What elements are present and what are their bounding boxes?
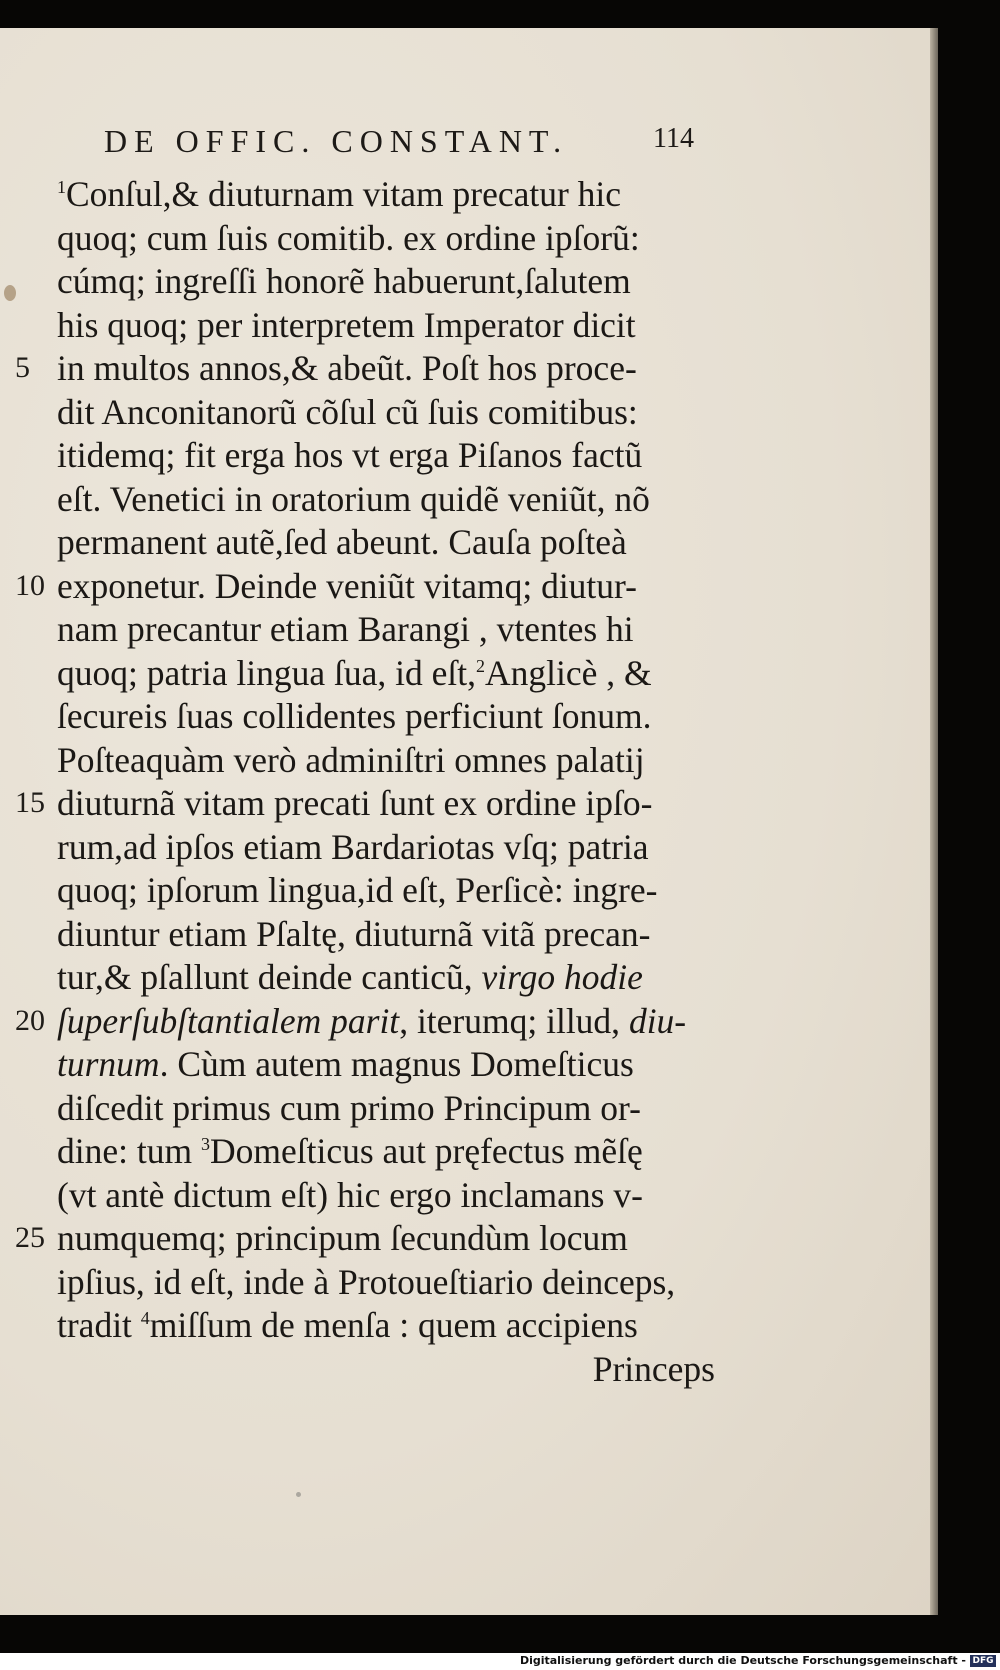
line-text: tradit (57, 1305, 141, 1345)
stain-mark (4, 285, 16, 301)
line-text: quoq; cum ſuis comitib. ex ordine ipſorũ: (57, 217, 640, 258)
text-line (55, 1260, 735, 1304)
line-text: Domeſticus aut pręfectus mẽſę (209, 1131, 643, 1171)
footnote-marker: 4 (140, 1308, 150, 1329)
line-number: 10 (15, 568, 45, 602)
line-text: quoq; ipſorum lingua,id eſt, Perſicè: ingre- (57, 870, 658, 910)
text-line (55, 1303, 735, 1347)
line-text: tur,& pſallunt deinde canticũ, (57, 957, 482, 997)
line-text: nam precantur etiam Barangi , vtentes hi (57, 609, 634, 649)
text-line (55, 1173, 735, 1217)
page-number: 114 (653, 123, 694, 154)
text-line (55, 912, 735, 956)
italic-text: turnum (57, 1044, 160, 1084)
footer-bar (0, 1653, 1000, 1670)
line-number: 15 (15, 786, 45, 819)
line-text: diuntur etiam Pſaltę, diuturnã vitã precan- (57, 913, 651, 954)
line-text: ipſius, id eſt, inde à Protoueſtiario deinceps, (57, 1261, 676, 1302)
text-line (55, 694, 735, 738)
italic-text: ſuperſubſtantialem parit (57, 1000, 400, 1041)
stain-mark (296, 1492, 301, 1497)
text-line (15, 781, 735, 825)
line-text: Poſteaquàm verò adminiſtri omnes palatij (57, 739, 645, 780)
line-text: eſt. Venetici in oratorium quidẽ veniũt, nõ (57, 478, 650, 519)
footnote-marker: 3 (200, 1134, 210, 1155)
line-text: permanent autẽ,ſed abeunt. Cauſa poſteà (57, 522, 627, 562)
text-line (55, 390, 735, 434)
text-line (55, 607, 735, 651)
footer-credit: Digitalisierung gefördert durch die Deutsche Forschungsgemeinschaft - (519, 1654, 966, 1667)
catchword-line (55, 1347, 715, 1391)
dfg-logo: DFG (970, 1655, 996, 1667)
text-line (55, 1129, 735, 1173)
text-line (55, 259, 735, 303)
running-head-title: DE OFFIC. CONSTANT. (104, 123, 569, 159)
text-line (55, 433, 735, 477)
text-line (55, 1086, 735, 1130)
text-line (15, 999, 735, 1043)
line-text: . Cùm autem magnus Domeſticus (159, 1044, 634, 1084)
text-line (15, 1216, 735, 1260)
line-text: exponetur. Deinde veniũt vitamq; diutur- (57, 565, 637, 606)
line-text: miſſum de menſa : quem accipiens (149, 1305, 638, 1345)
italic-text: diu- (628, 1000, 687, 1041)
line-text: ſecureis ſuas collidentes perficiunt ſonum. (57, 696, 652, 736)
line-text: his quoq; per interpretem Imperator dicit (57, 304, 636, 345)
text-line (55, 868, 735, 912)
text-line (55, 477, 735, 521)
line-text: Anglicè , & (485, 652, 652, 693)
line-text: itidemq; fit erga hos vt erga Piſanos factũ (57, 435, 643, 475)
line-number: 20 (15, 1003, 45, 1037)
line-text: (vt antè dictum eſt) hic ergo inclamans v- (57, 1174, 643, 1215)
text-line (55, 303, 735, 347)
text-line (55, 825, 735, 869)
line-text: cúmq; ingreſſi honorẽ habuerunt,ſalutem (57, 261, 631, 301)
footnote-marker: 1 (57, 177, 66, 198)
text-line (55, 172, 735, 216)
line-number: 5 (15, 351, 30, 384)
line-text: quoq; patria lingua ſua, id eſt, (57, 652, 476, 693)
text-line (55, 216, 735, 260)
line-text: dit Anconitanorũ cõſul cũ ſuis comitibus: (57, 391, 638, 432)
line-text: rum,ad ipſos etiam Bardariotas vſq; patria (57, 826, 649, 867)
line-text: in multos annos,& abeũt. Poſt hos proce- (57, 348, 637, 388)
line-text: diſcedit primus cum primo Principum or- (57, 1087, 641, 1128)
line-text: numquemq; principum ſecundùm locum (57, 1218, 628, 1258)
catchword: Princeps (592, 1348, 715, 1389)
line-text: dine: tum (57, 1131, 201, 1171)
text-line (15, 564, 735, 608)
text-line (55, 520, 735, 564)
text-line (15, 346, 735, 390)
line-text: Conſul,& diuturnam vitam precatur hic (66, 174, 622, 214)
line-text: diuturnã vitam precati ſunt ex ordine ipſo- (57, 783, 653, 823)
page-edge (930, 28, 938, 1615)
italic-text: virgo hodie (481, 957, 643, 997)
running-head (104, 123, 694, 163)
text-line (55, 651, 735, 695)
line-number: 25 (15, 1221, 45, 1254)
footnote-marker: 2 (476, 655, 485, 676)
line-text: , iterumq; illud, (399, 1000, 629, 1041)
text-line (55, 738, 735, 782)
text-line (55, 955, 735, 999)
text-line (55, 1042, 735, 1086)
